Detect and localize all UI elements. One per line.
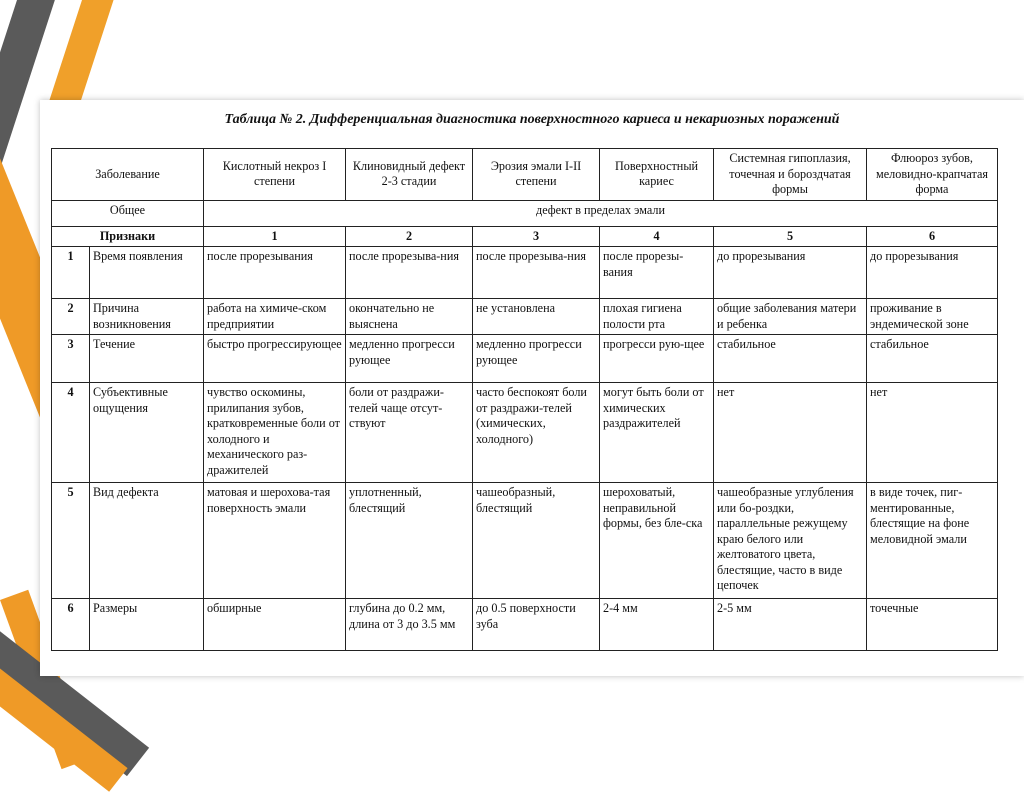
table-cell: боли от раздражи-телей чаще отсут-ствуют — [346, 383, 473, 483]
table-cell: глубина до 0.2 мм, длина от 3 до 3.5 мм — [346, 599, 473, 651]
header-col-4: Поверхностный кариес — [600, 149, 714, 201]
diagnosis-table — [51, 148, 998, 651]
table-cell: до прорезывания — [867, 247, 998, 299]
table-row — [52, 335, 998, 383]
table-cell: после прорезывания — [204, 247, 346, 299]
row-sign: Размеры — [90, 599, 204, 651]
table-cell: проживание в эндемической зоне — [867, 299, 998, 335]
table-cell: в виде точек, пиг-ментированные, блестящие на фоне меловидной эмали — [867, 483, 998, 599]
table-row — [52, 299, 998, 335]
table-row — [52, 383, 998, 483]
row-sign: Течение — [90, 335, 204, 383]
table-cell: до 0.5 поверхности зуба — [473, 599, 600, 651]
table-title: Таблица № 2. Дифференциальная диагностика поверхностного кариеса и некариозных поражений — [224, 112, 840, 127]
common-label: Общее — [52, 200, 204, 226]
common-value: дефект в пределах эмали — [204, 200, 998, 226]
table-cell: часто беспокоят боли от раздражи-телей (химических, холодного) — [473, 383, 600, 483]
table-cell: чашеобразные углубления или бо-роздки, параллельные режущему краю белого или желтоватого цвета, блестящие, часто в виде цепочек — [714, 483, 867, 599]
table-cell: после прорезыва-ния — [346, 247, 473, 299]
table-cell: уплотненный, блестящий — [346, 483, 473, 599]
header-col-1: Кислотный некроз I степени — [204, 149, 346, 201]
slide — [40, 100, 1024, 676]
table-cell: стабильное — [867, 335, 998, 383]
table-cell: общие заболевания матери и ребенка — [714, 299, 867, 335]
signs-number: 5 — [714, 226, 867, 247]
table-row — [52, 483, 998, 599]
table-row — [52, 599, 998, 651]
table-cell: стабильное — [714, 335, 867, 383]
header-disease: Заболевание — [52, 149, 204, 201]
table-cell: плохая гигиена полости рта — [600, 299, 714, 335]
table-cell: нет — [867, 383, 998, 483]
signs-row — [52, 226, 998, 247]
signs-number: 4 — [600, 226, 714, 247]
row-number: 3 — [52, 335, 90, 383]
signs-label: Признаки — [52, 226, 204, 247]
table-cell: быстро прогрессирующее — [204, 335, 346, 383]
header-row — [52, 149, 998, 201]
common-row — [52, 200, 998, 226]
table-cell: окончательно не выяснена — [346, 299, 473, 335]
signs-number: 2 — [346, 226, 473, 247]
table-cell: до прорезывания — [714, 247, 867, 299]
table-cell: прогресси рую-щее — [600, 335, 714, 383]
table-cell: медленно прогресси рующее — [346, 335, 473, 383]
signs-number: 1 — [204, 226, 346, 247]
table-cell: медленно прогресси рующее — [473, 335, 600, 383]
header-col-2: Клиновидный дефект 2-3 стадии — [346, 149, 473, 201]
table-cell: 2-5 мм — [714, 599, 867, 651]
table-cell: чашеобразный, блестящий — [473, 483, 600, 599]
table-cell: шероховатый, неправильной формы, без бле-ска — [600, 483, 714, 599]
table-cell: 2-4 мм — [600, 599, 714, 651]
row-sign: Причина возникновения — [90, 299, 204, 335]
table-cell: обширные — [204, 599, 346, 651]
table-cell: матовая и шерохова-тая поверхность эмали — [204, 483, 346, 599]
row-number: 2 — [52, 299, 90, 335]
row-sign: Вид дефекта — [90, 483, 204, 599]
signs-number: 6 — [867, 226, 998, 247]
table-cell: не установлена — [473, 299, 600, 335]
row-sign: Время появления — [90, 247, 204, 299]
table-cell: нет — [714, 383, 867, 483]
row-number: 5 — [52, 483, 90, 599]
table-cell: могут быть боли от химических раздражителей — [600, 383, 714, 483]
table-cell: после прорезыва-ния — [473, 247, 600, 299]
row-number: 6 — [52, 599, 90, 651]
header-col-6: Флюороз зубов, меловидно-крапчатая форма — [867, 149, 998, 201]
table-cell: чувство оскомины, прилипания зубов, кратковременные боли от холодного и механического раз-дражителей — [204, 383, 346, 483]
signs-number: 3 — [473, 226, 600, 247]
table-cell: работа на химиче-ском предприятии — [204, 299, 346, 335]
row-number: 4 — [52, 383, 90, 483]
row-number: 1 — [52, 247, 90, 299]
table-row — [52, 247, 998, 299]
table-cell: после прорезы-вания — [600, 247, 714, 299]
header-col-5: Системная гипоплазия, точечная и бороздчатая формы — [714, 149, 867, 201]
row-sign: Субъективные ощущения — [90, 383, 204, 483]
table-cell: точечные — [867, 599, 998, 651]
header-col-3: Эрозия эмали I-II степени — [473, 149, 600, 201]
